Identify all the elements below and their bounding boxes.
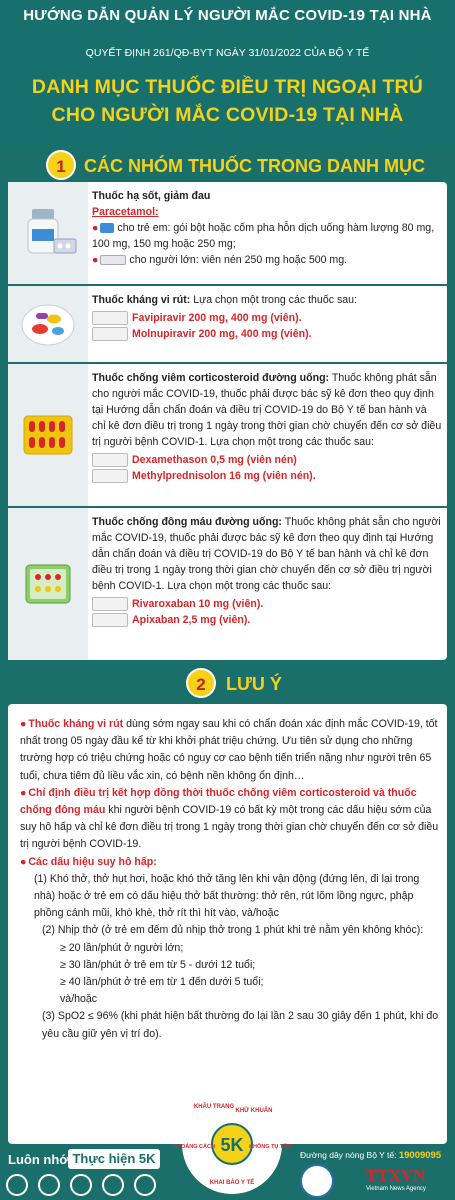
- note-signs-heading: [20, 854, 440, 871]
- pill-box-icon: [8, 508, 88, 660]
- drug-option-1: [92, 452, 442, 468]
- dosage-adults: [92, 252, 442, 268]
- pills-plate-icon: [8, 286, 88, 362]
- bullet-icon: ●: [20, 855, 27, 868]
- section2-heading: [0, 664, 455, 704]
- drug-option-2-text: Methylprednisolon 16 mg (viên nén).: [132, 470, 316, 482]
- drug-group-corticosteroid: [8, 364, 447, 508]
- note-antiviral-bold: Thuốc kháng vi rút: [28, 718, 124, 730]
- drug-group-corticosteroid-text: [92, 370, 442, 484]
- drug-group-title: Thuốc chống viêm corticosteroid đường uống:: [92, 372, 330, 384]
- drug-group-intro: Thuốc không phát sẵn cho người mắc COVID-19, thuốc phải được bác sỹ kê đơn theo quy định tại Hướng dẫn chẩn đoán và điều trị COVID-19 do Bộ Y tế ban hành và chỉ kê đơn điều trị trong 1 ngày trong thời gian chờ chuyển đến cơ sở điều trị người bệnh COVID-1. Lựa chọn một trong các thuốc sau:: [92, 516, 441, 592]
- health-declaration-icon: [134, 1174, 156, 1196]
- section1-label: CÁC NHÓM THUỐC TRONG DANH MỤC: [84, 156, 425, 176]
- powder-sachet-icon: [100, 223, 114, 233]
- notes-body: [20, 716, 440, 1043]
- dosage-adults-text: cho người lớn: viên nén 250 mg hoặc 500 mg.: [129, 254, 348, 266]
- agency-subtitle: Vietnam News Agency: [366, 1186, 426, 1192]
- remember-label: Luôn nhớ: [8, 1152, 69, 1167]
- drug-group-antiviral: [8, 286, 447, 364]
- sign-2c: ≥ 40 lần/phút ở trẻ em từ 1 đến dưới 5 tuổi;: [60, 976, 264, 989]
- main-heading-line2: CHO NGƯỜI MẮC COVID-19 TẠI NHÀ: [51, 104, 404, 126]
- drug-option-1-text: Dexamethason 0,5 mg (viên nén): [132, 454, 297, 466]
- note-combined-text: khi người bệnh COVID-19 có bất kỳ một trong các dấu hiệu sớm của suy hô hấp và chỉ kê đơn điều trị trong 1 ngày trong thời gian chờ chuyển đến cơ sở điều trị người bệnh COVID-19.: [20, 804, 439, 851]
- footer: [0, 1104, 455, 1200]
- hotline: [300, 1150, 441, 1161]
- bullet-icon: ●: [92, 254, 99, 266]
- drug-option-2-text: Apixaban 2,5 mg (viên).: [132, 614, 251, 626]
- page-subtitle: QUYẾT ĐỊNH 261/QĐ-BYT NGÀY 31/01/2022 CỦA BỘ Y TẾ: [85, 47, 370, 59]
- drug-group-title: Thuốc chống đông máu đường uống:: [92, 516, 282, 528]
- sign-3: (3) SpO2 ≤ 96% (khi phát hiện bất thường đo lại lần 2 sau 30 giây đến 1 phút, khi đo yêu cầu giữ yên vị trí đo).: [42, 1010, 439, 1040]
- sign-2b: ≥ 30 lần/phút ở trẻ em từ 5 - dưới 12 tuổi;: [60, 958, 256, 971]
- drug-group-intro: Lựa chọn một trong các thuốc sau:: [190, 294, 357, 306]
- 5k-item-mask: KHẨU TRANG: [193, 1104, 235, 1110]
- drug-group-fever: [8, 182, 447, 286]
- 5k-item-disinfect: KHỬ KHUẨN: [235, 1108, 273, 1114]
- ministry-of-health-logo: [300, 1164, 334, 1198]
- page-title: HƯỚNG DẪN QUẢN LÝ NGƯỜI MẮC COVID-19 TẠI NHÀ: [23, 7, 432, 24]
- drug-box-icon: [92, 453, 128, 467]
- drug-option-1: [92, 310, 442, 326]
- drug-group-intro: Thuốc không phát sẵn cho người mắc COVID-19, thuốc phải được bác sỹ kê đơn theo quy định tại Hướng dẫn chẩn đoán và điều trị COVID-19 do Bộ Y tế ban hành và chỉ kê đơn điều trị trong 1 ngày trong thời gian chờ chuyển đến cơ sở điều trị người bệnh COVID-1. Lựa chọn một trong các thuốc sau:: [92, 372, 442, 448]
- bullet-icon: ●: [20, 718, 27, 730]
- drug-group-title: Thuốc hạ sốt, giảm đau: [92, 190, 211, 202]
- drug-group-anticoagulant: [8, 508, 447, 660]
- section1-number: 1: [46, 150, 76, 180]
- drug-box-icon: [92, 327, 128, 341]
- 5k-item-declaration: KHAI BÁO Y TẾ: [209, 1180, 255, 1186]
- drug-group-panel: [8, 182, 447, 660]
- drug-group-antiviral-text: [92, 292, 442, 342]
- mask-icon: [6, 1174, 28, 1196]
- drug-option-2: [92, 468, 442, 484]
- drug-option-1-text: Rivaroxaban 10 mg (viên).: [132, 598, 264, 610]
- hotline-label: Đường dây nóng Bộ Y tế:: [300, 1150, 399, 1160]
- section1-heading: [0, 146, 455, 186]
- header: [0, 0, 455, 150]
- sign-2a: ≥ 20 lần/phút ở người lớn;: [60, 941, 184, 954]
- drug-box-icon: [92, 311, 128, 325]
- sign-1: (1) Khó thở, thở hụt hơi, hoặc khó thở tăng lên khi vận động (đứng lên, đi lại trong nhà) hoặc ở trẻ em có dấu hiệu thở bất thường: thở rên, rút lõm lồng ngực, phập phồng cánh mũi, khò khè, thở rít thì hít vào, và/hoặc: [34, 872, 420, 920]
- no-gathering-icon: [102, 1174, 124, 1196]
- main-heading-line1: DANH MỤC THUỐC ĐIỀU TRỊ NGOẠI TRÚ: [31, 76, 424, 98]
- bullet-icon: ●: [92, 222, 99, 234]
- drug-box-icon: [92, 597, 128, 611]
- note-combined: [20, 785, 440, 854]
- note-combined-bold: Chỉ định điều trị kết hợp đồng thời thuốc chống viêm corticosteroid và thuốc chống đông máu: [20, 786, 417, 817]
- drug-option-1-text: Favipiravir 200 mg, 400 mg (viên).: [132, 312, 302, 324]
- drug-box-icon: [92, 469, 128, 483]
- medicine-jar-icon: [8, 182, 88, 284]
- tablet-strip-icon: [100, 255, 126, 265]
- note-antiviral-text: dùng sớm ngay sau khi có chẩn đoán xác định mắc COVID-19, tốt nhất trong 05 ngày đầu kể từ khi khởi phát triệu chứng. Ưu tiên sử dụng cho những trường hợp có triệu chứng hoặc có nguy cơ cao bệnh tiến triển nặng như người trên 65 tuổi, chưa tiêm đủ liều vắc xin, có bệnh nền không ổn định…: [20, 718, 438, 782]
- drug-option-2: [92, 326, 442, 342]
- 5k-item-no-gathering: KHÔNG TỤ TẬP: [249, 1144, 291, 1150]
- drug-name: Paracetamol:: [92, 206, 159, 218]
- section2-number: 2: [186, 668, 216, 698]
- bullet-icon: ●: [20, 786, 27, 799]
- drug-box-icon: [92, 613, 128, 627]
- handwash-icon: [38, 1174, 60, 1196]
- drug-group-fever-text: [92, 188, 442, 268]
- sign-2d: và/hoặc: [60, 993, 98, 1006]
- drug-option-2: [92, 612, 442, 628]
- drug-group-title: Thuốc kháng vi rút:: [92, 294, 191, 306]
- note-antiviral: [20, 716, 440, 785]
- 5k-icons-row: [6, 1174, 156, 1198]
- drug-option-2-text: Molnupiravir 200 mg, 400 mg (viên).: [132, 328, 312, 340]
- section2-label: LƯU Ý: [226, 674, 282, 694]
- 5k-badge: [172, 1072, 292, 1196]
- 5k-badge-center: 5K: [220, 1135, 244, 1155]
- 5k-item-distance: KHOẢNG CÁCH: [173, 1144, 215, 1150]
- sign-2: (2) Nhịp thở (ở trẻ em đếm đủ nhịp thở trong 1 phút khi trẻ nằm yên không khóc):: [42, 924, 424, 937]
- agency-logo: TTXVN: [366, 1166, 426, 1185]
- hotline-number: 19009095: [398, 1150, 442, 1161]
- drug-group-anticoagulant-text: [92, 514, 442, 628]
- blister-pack-icon: [8, 364, 88, 506]
- dosage-children: [92, 220, 442, 252]
- distance-icon: [70, 1174, 92, 1196]
- dosage-children-text: cho trẻ em: gói bột hoặc cốm pha hỗn dịch uống hàm lượng 80 mg, 100 mg, 150 mg hoặc 250 mg;: [92, 222, 435, 250]
- note-signs-bold: Các dấu hiệu suy hô hấp:: [28, 855, 157, 868]
- do-5k-badge: Thực hiện 5K: [68, 1149, 160, 1169]
- drug-option-1: [92, 596, 442, 612]
